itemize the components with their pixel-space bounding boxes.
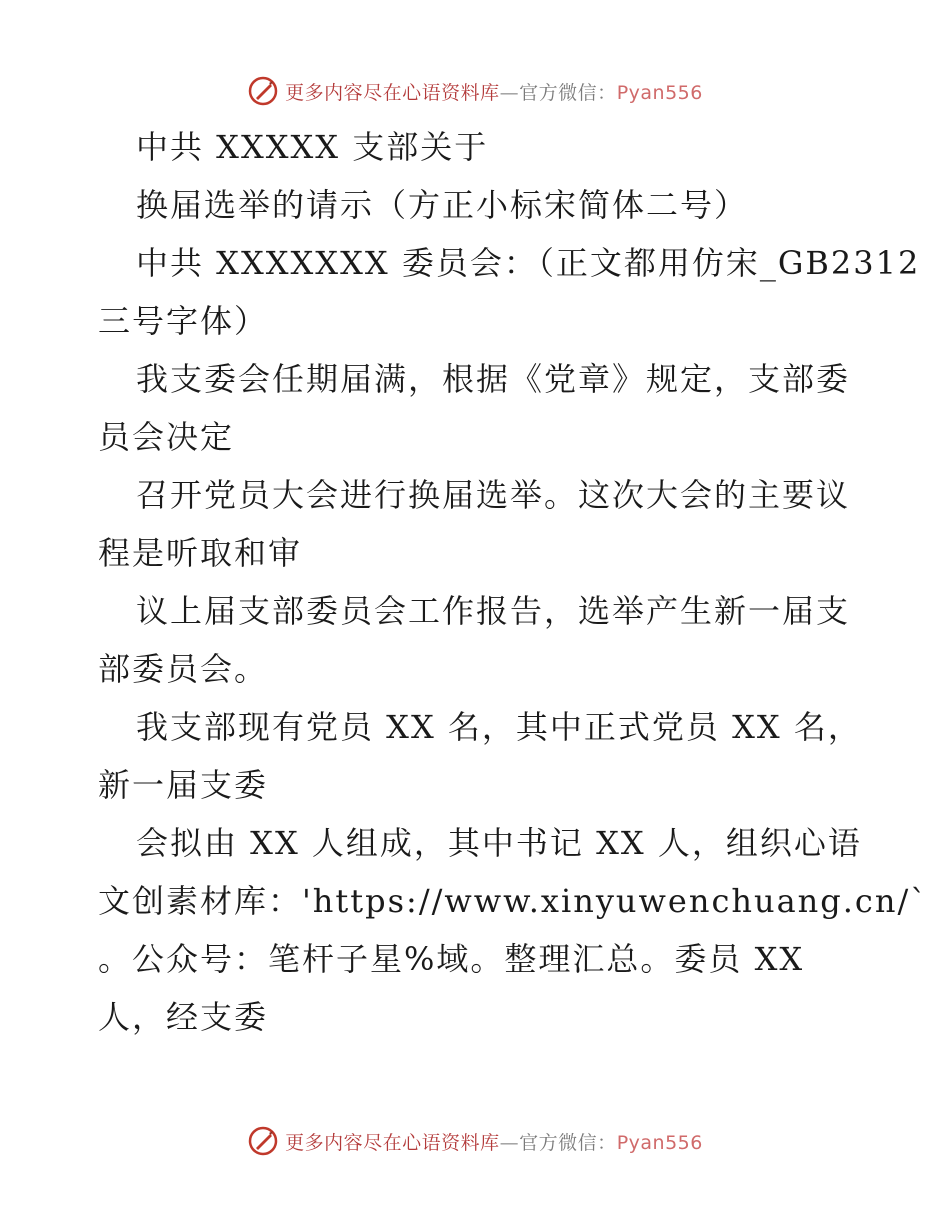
title-line-2: 换届选举的请示（方正小标宋简体二号） xyxy=(136,186,749,224)
banner-text: 更多内容尽在心语资料库—官方微信：Pyan556 xyxy=(285,1131,703,1154)
header-watermark xyxy=(0,71,950,111)
body-line: 议上届支部委员会工作报告，选举产生新一届支 xyxy=(136,592,851,630)
body-line: 三号字体） xyxy=(98,302,269,340)
footer-watermark xyxy=(0,1121,950,1161)
body-line: 人，经支委 xyxy=(98,998,269,1036)
banner-text: 更多内容尽在心语资料库—官方微信：Pyan556 xyxy=(285,81,703,104)
body-line: 程是听取和审 xyxy=(98,534,303,572)
addressee-line: 中共 XXXXXXX 委员会：（正文都用仿宋_GB2312 xyxy=(136,244,921,282)
body-line: 文创素材库：'https://www.xinyuwenchuang.cn/` xyxy=(98,882,929,920)
body-line: 新一届支委 xyxy=(98,766,269,804)
body-line: 员会决定 xyxy=(98,418,235,456)
title-line-1: 中共 XXXXX 支部关于 xyxy=(136,128,489,166)
body-line: 我支委会任期届满，根据《党章》规定，支部委 xyxy=(136,360,851,398)
body-line: 。公众号：笔杆子星%域。整理汇总。委员 XX xyxy=(98,940,805,978)
body-line: 会拟由 XX 人组成，其中书记 XX 人，组织心语 xyxy=(136,824,862,862)
quill-logo-icon xyxy=(247,75,279,107)
body-line: 部委员会。 xyxy=(98,650,269,688)
quill-logo-icon xyxy=(247,1125,279,1157)
document-body xyxy=(98,118,929,1046)
body-line: 我支部现有党员 XX 名，其中正式党员 XX 名， xyxy=(136,708,862,746)
body-line: 召开党员大会进行换届选举。这次大会的主要议 xyxy=(136,476,851,514)
